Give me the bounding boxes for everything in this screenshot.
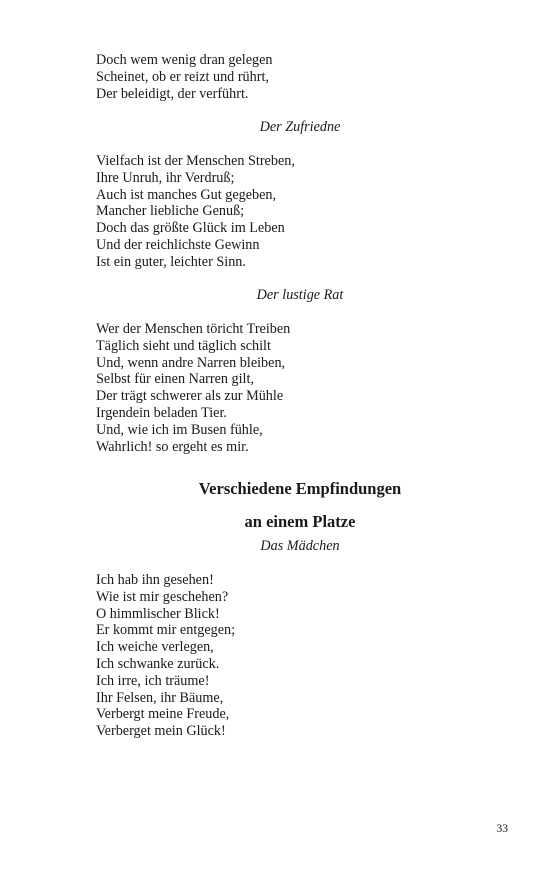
verse-line: Ich irre, ich träume! [96,672,210,689]
verse-line: Der beleidigt, der verführt. [96,85,249,102]
verse-line: Wie ist mir geschehen? [96,588,229,605]
verse-line: Ihr Felsen, ihr Bäume, [96,689,224,706]
verse-line: Verbergt meine Freude, [96,706,230,723]
verse-line: Selbst für einen Narren gilt, [96,371,254,388]
verse-line: Ich weiche verlegen, [96,639,214,656]
verse-line: Wahrlich! so ergeht es mir. [96,438,249,455]
poem-title-line2: an einem Platze [244,512,356,531]
verse-line: Und, wenn andre Narren bleiben, [96,354,286,371]
verse-line: Ich schwanke zurück. [96,655,220,672]
stanza-zufriedne [96,153,496,271]
verse-line: Ist ein guter, leichter Sinn. [96,253,246,270]
verse-line: Vielfach ist der Menschen Streben, [96,153,295,169]
verse-line: Scheinet, ob er reizt und rührt, [96,68,269,85]
verse-line: Mancher liebliche Genuß; [96,203,245,220]
verse-line: Doch das größte Glück im Leben [96,220,285,237]
verse-line: Er kommt mir entgegen; [96,622,236,639]
verse-line: O himmlischer Blick! [96,605,220,622]
section-title-zufriedne: Der Zufriedne [259,119,341,135]
page-number: 33 [496,823,508,835]
verse-line: Irgendein beladen Tier. [96,404,227,421]
poem-title-line1: Verschiedene Empfindungen [198,479,402,498]
section-title-lustige-rat: Der lustige Rat [256,287,344,303]
verse-line: Täglich sieht und täglich schilt [96,337,271,354]
verse-line: Wer der Menschen töricht Treiben [96,321,291,337]
verse-line: Ihre Unruh, ihr Verdruß; [96,169,235,186]
stanza-lustige-rat [96,321,496,455]
verse-line: Verberget mein Glück! [96,723,226,740]
verse-line: Und der reichlichste Gewinn [96,236,260,253]
verse-line: Auch ist manches Gut gegeben, [96,186,277,203]
verse-line: Doch wem wenig dran gelegen [96,52,273,68]
stanza-maedchen [96,572,496,740]
stanza-intro [96,52,496,102]
verse-line: Und, wie ich im Busen fühle, [96,421,263,438]
section-title-maedchen: Das Mädchen [260,538,340,554]
verse-line: Ich hab ihn gesehen! [96,572,214,588]
verse-line: Der trägt schwerer als zur Mühle [96,388,284,405]
